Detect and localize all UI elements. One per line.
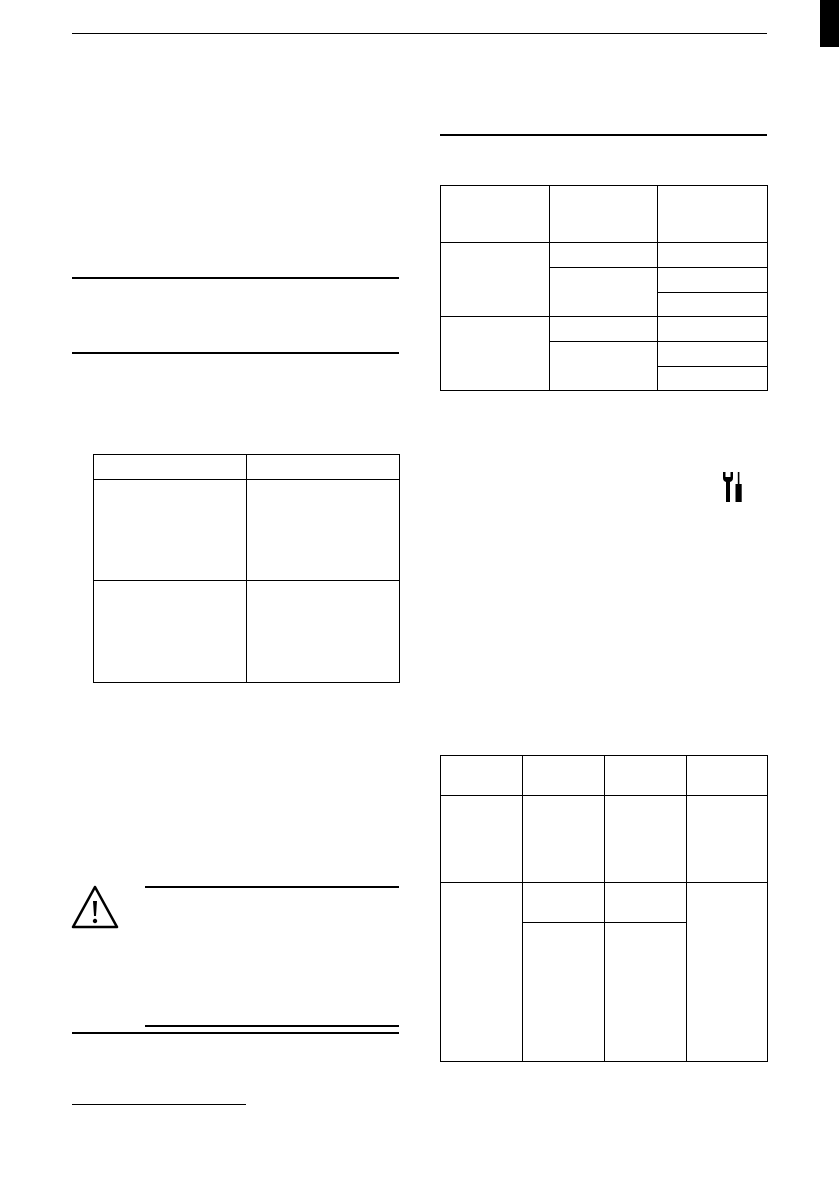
right-bottom-table xyxy=(440,755,768,1062)
header-rule xyxy=(72,33,767,34)
left-table xyxy=(93,454,400,683)
rt-rule-a xyxy=(549,267,767,268)
left-section-rule-3 xyxy=(72,1032,399,1034)
wrench-screwdriver-icon xyxy=(722,471,744,503)
rb-header-rule xyxy=(441,795,767,796)
rt-col-divider-2 xyxy=(657,186,658,390)
rb-col-divider-2 xyxy=(604,756,605,1061)
page-edge-tab xyxy=(820,0,839,47)
rt-group-rule xyxy=(441,316,767,317)
rt-rule-b xyxy=(657,292,767,293)
rt-col-divider-1 xyxy=(549,186,550,390)
rt-rule-c xyxy=(549,341,767,342)
right-section-rule xyxy=(440,134,767,136)
warning-bottom-rule xyxy=(145,1025,399,1027)
rb-col-divider-1 xyxy=(522,756,523,1061)
left-section-rule-1 xyxy=(72,277,399,279)
right-top-table xyxy=(440,185,768,391)
left-table-row-rule xyxy=(94,580,399,581)
warning-top-rule xyxy=(145,886,399,888)
rb-row-rule xyxy=(441,882,767,883)
left-section-rule-2 xyxy=(72,352,399,354)
rb-sub-rule xyxy=(522,922,686,923)
rb-col-divider-3 xyxy=(686,756,687,1061)
footnote-rule xyxy=(72,1104,246,1105)
rt-header-rule xyxy=(441,242,767,243)
left-table-col-divider xyxy=(246,455,247,682)
rt-rule-d xyxy=(657,366,767,367)
left-table-header-rule xyxy=(94,479,399,480)
warning-triangle-icon xyxy=(70,884,120,930)
